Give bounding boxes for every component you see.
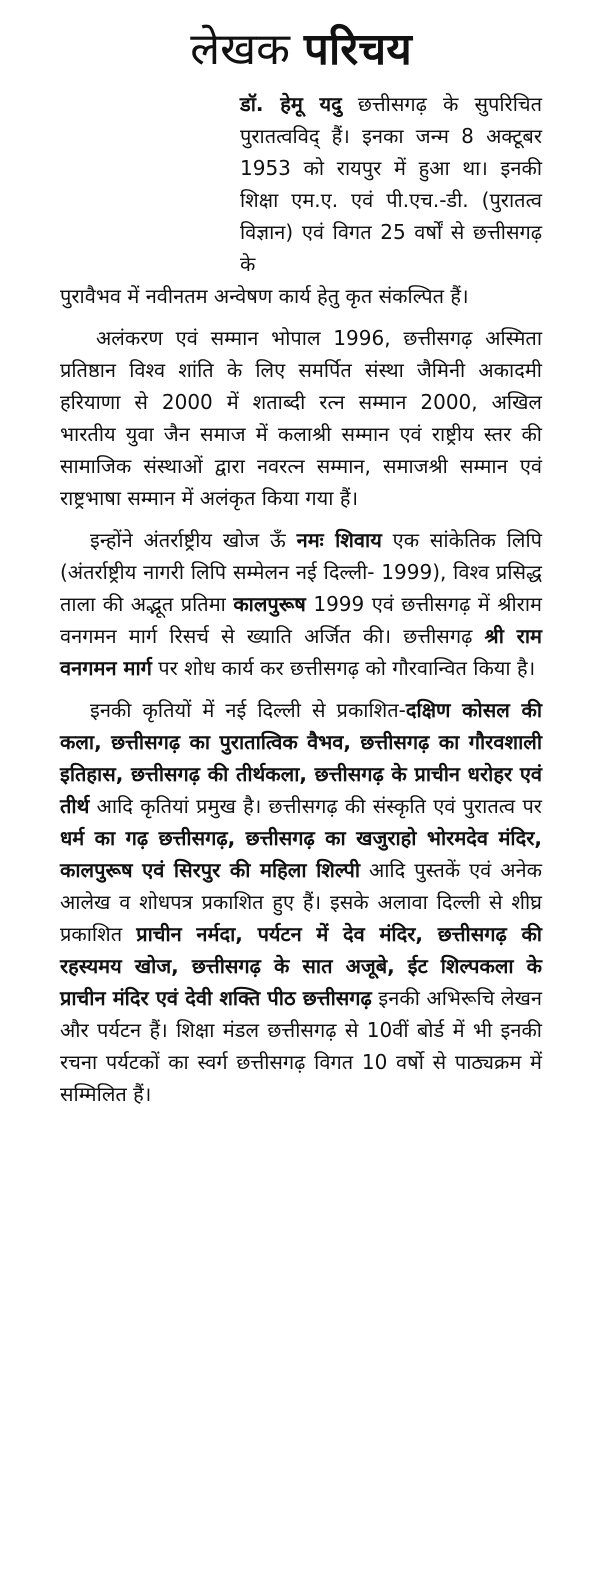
research-text-2: एक सांकेतिक लिपि (अंतर्राष्ट्रीय नागरी लिपि सम्मेलन नई दिल्ली- 1999), विश्व प्रसिद्ध ताला की अद्भूत प्रतिमा [60, 528, 542, 616]
works-text-3: आदि पुस्तकें एवं अनेक आलेख व शोधपत्र प्रकाशित हुए हैं। इसके अलावा दिल्ली से शीघ्र प्रकाशित [60, 858, 542, 946]
research-bold-2: कालपुरूष [233, 592, 306, 616]
works-paragraph [60, 694, 542, 1110]
works-text-1: इनकी कृतियों में नई दिल्ली से प्रकाशित- [90, 698, 406, 722]
awards-paragraph: अलंकरण एवं सम्मान भोपाल 1996, छत्तीसगढ़ अस्मिता प्रतिष्ठान विश्व शांति के लिए समर्पित संस्था जैमिनी अकादमी हरियाणा से 2000 में शताब्दी रत्न सम्मान 2000, अखिल भारतीय युवा जैन समाज में कलाश्री सम्मान एवं राष्ट्रीय स्तर की सामाजिक संस्थाओं द्वारा नवरत्न सम्मान, समाजश्री सम्मान एवं राष्ट्रभाषा सम्मान में अलंकृत किया गया हैं। [60, 326, 542, 510]
works-bold-2: धर्म का गढ़ छत्तीसगढ़, छत्तीसगढ़ का खजुराहो भोरमदेव मंदिर, कालपुरूष एवं सिरपुर की महिला शिल्पी [60, 826, 542, 882]
research-bold-3: श्री राम वनगमन मार्ग [60, 624, 543, 680]
research-bold-1: नमः शिवाय [296, 528, 382, 552]
intro-paragraph [240, 88, 542, 280]
works-bold-1: दक्षिण कोसल की कला, छत्तीसगढ़ का पुरातात्विक वैभव, छत्तीसगढ़ का गौरवशाली इतिहास, छत्तीसगढ़ की तीर्थकला, छत्तीसगढ़ के प्राचीन धरोहर एवं तीर्थ [60, 698, 543, 818]
intro-text: छत्तीसगढ़ के सुपरिचित पुरातत्वविद् हैं। इनका जन्म 8 अक्टूबर 1953 को रायपुर में हुआ था। इनकी शिक्षा एम.ए. एवं पी.एच.-डी. (पुरातत्व विज्ञान) एवं विगत 25 वर्षों से छत्तीसगढ़ के [240, 92, 542, 276]
page-title [60, 22, 542, 78]
intro-tail: पुरावैभव में नवीनतम अन्वेषण कार्य हेतु कृत संकल्पित हैं। [60, 284, 469, 308]
works-text-4: इनकी अभिरूचि लेखन और पर्यटन हैं। शिक्षा मंडल छत्तीसगढ़ से 10वीं बोर्ड में भी इनकी रचना पर्यटकों का स्वर्ग छत्तीसगढ़ विगत 10 वर्षो से पाठ्यक्रम में सम्मिलित हैं। [60, 986, 542, 1106]
title-word-introduction: परिचय [303, 24, 412, 75]
author-name: डॉ. हेमू यदु [240, 92, 342, 116]
research-text-1: इन्होंने अंतर्राष्ट्रीय खोज ऊँ [90, 528, 297, 552]
research-text-4: पर शोध कार्य कर छत्तीसगढ़ को गौरवान्वित किया है। [151, 656, 536, 680]
research-text-3: 1999 एवं छत्तीसगढ़ में श्रीराम वनगमन मार्ग रिसर्च से ख्याति अर्जित की। छत्तीसगढ़ [60, 592, 542, 648]
works-text-2: आदि कृतियां प्रमुख है। छत्तीसगढ़ की संस्कृति एवं पुरातत्व पर [89, 794, 542, 818]
intro-block [60, 88, 542, 312]
research-paragraph [60, 524, 542, 684]
title-word-author: लेखक [190, 24, 290, 75]
works-bold-3: प्राचीन नर्मदा, पर्यटन में देव मंदिर, छत्तीसगढ़ की रहस्यमय खोज, छत्तीसगढ़ के सात अजूबे, ईट शिल्पकला के प्राचीन मंदिर एवं देवी शक्ति पीठ छत्तीसगढ़ [60, 922, 542, 1010]
